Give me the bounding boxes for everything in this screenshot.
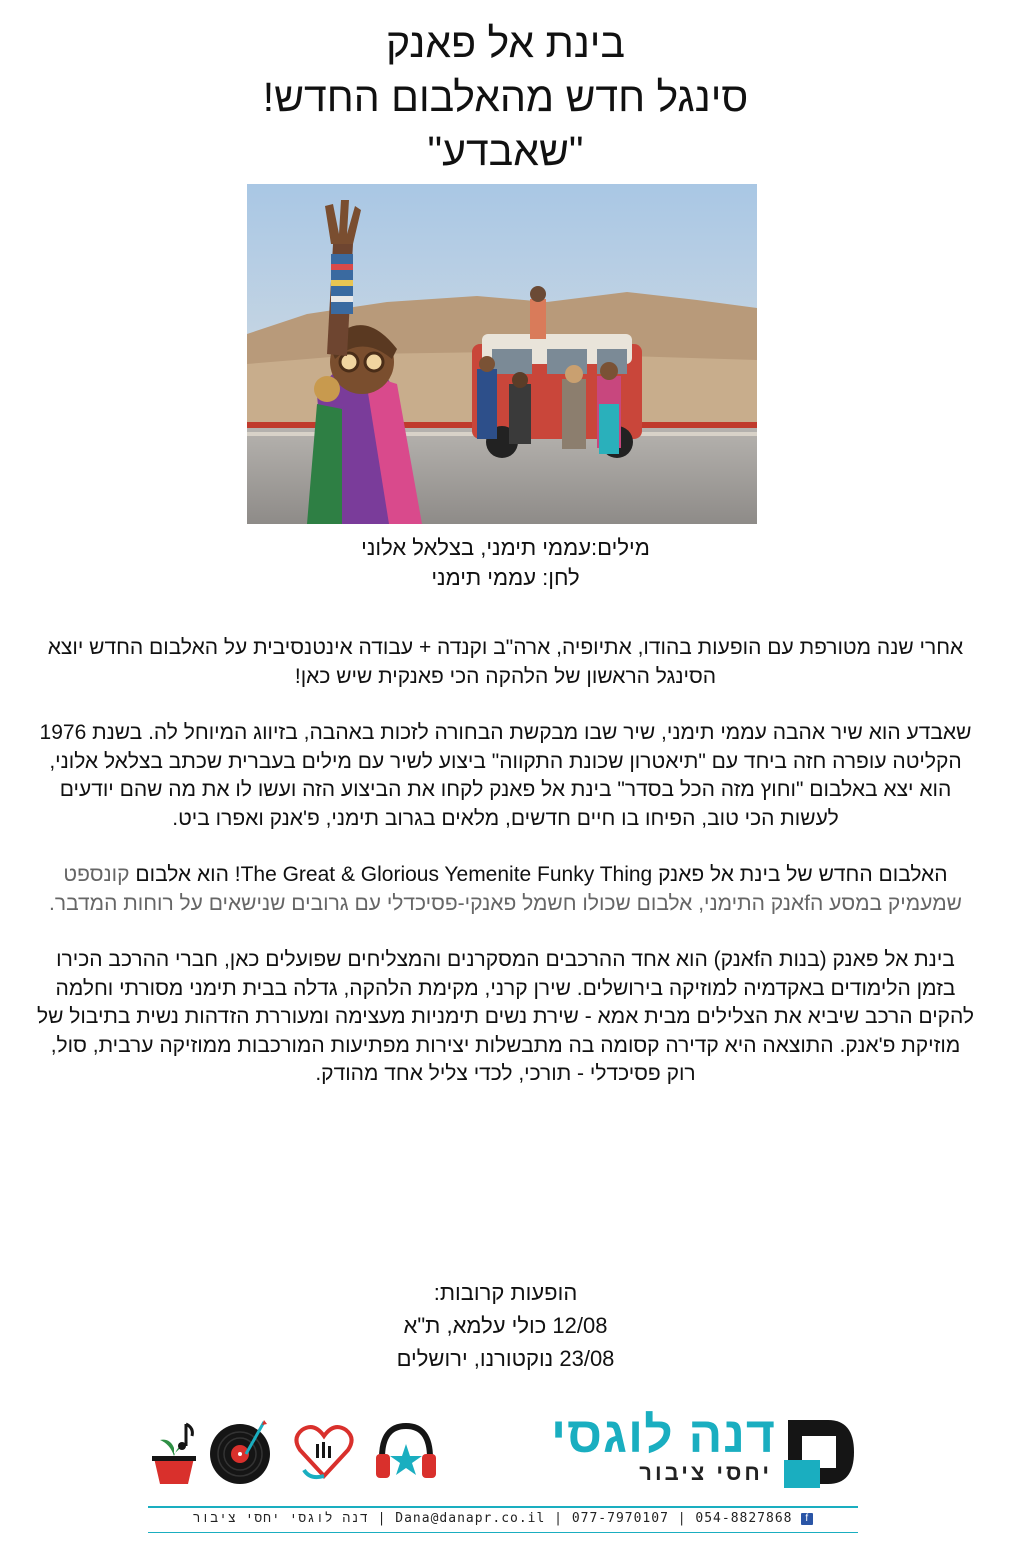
lyrics-credit: מילים:עממי תימני, בצלאל אלוני — [361, 535, 650, 560]
song-credits — [0, 533, 1011, 593]
show-item: 23/08 נוקטורנו, ירושלים — [396, 1346, 615, 1371]
shows-heading: הופעות קרובות: — [433, 1280, 578, 1305]
upcoming-shows — [0, 1276, 1011, 1375]
facebook-icon[interactable]: f — [801, 1513, 813, 1525]
d-logo-icon — [784, 1416, 858, 1488]
footer-divider — [148, 1506, 858, 1508]
pr-brand-name: דנה לוגסי — [551, 1407, 776, 1463]
pr-brand-subtitle: יחסי ציבור — [639, 1460, 772, 1485]
melody-credit: לחן: עממי תימני — [431, 565, 580, 590]
title-headline: סינגל חדש מהאלבום החדש! — [262, 74, 749, 120]
heart-plug-icon — [290, 1418, 358, 1486]
vinyl-record-icon — [206, 1418, 274, 1486]
title-band-name: בינת אל פאנק — [386, 20, 625, 66]
contact-info — [148, 1511, 858, 1526]
title-song-name: "שאבדע" — [427, 128, 584, 174]
band-photo — [247, 184, 757, 524]
paragraph-album — [36, 861, 975, 918]
paragraph-band-bio: בינת אל פאנק (בנות הfאנק) הוא אחד ההרכבים המסקרנים והמצליחים שפועלים כאן, חברי ההרכב הכירו בזמן הלימודים באקדמיה למוזיקה בירושלים. שירן קרני, מקימת הלהקה, גדלה בבית תימני מסורתי וחלמה להקים הרכב שיביא את הצלילים מבית אמא - שירת נשים תימניות מעצימה ומעוררת הזדהות נשית בתיבול של מוזיקת פ'אנק. התוצאה היא קדירה קסומה בה מתבשלות יצירות מפתיעות המורכבות ממוזיקה ערבית, סול, רוק פסיכדלי - תורכי, לכדי צליל אחד מהודק. — [36, 948, 975, 1085]
headphones-star-icon — [372, 1418, 440, 1486]
pr-logo — [458, 1407, 858, 1492]
paragraph-intro: אחרי שנה מטורפת עם הופעות בהודו, אתיופיה, ארה"ב וקנדה + עבודה אינטנסיבית על האלבום החדש יוצא הסינגל הראשון של הלהקה הכי פאנקית שיש כאן! — [47, 636, 964, 688]
album-text-main: האלבום החדש של בינת אל פאנק The Great & Glorious Yemenite Funky Thing! הוא אלבום — [135, 863, 948, 886]
pr-footer — [140, 1407, 858, 1532]
band-photo-illustration — [247, 184, 757, 524]
album-text-grey: קונספט שמעמיק במסע הfאנק התימני, אלבום שכולו חשמל פאנקי-פסיכדלי עם גרובים שנישאים על רוחות המדבר. — [49, 863, 962, 915]
plant-music-note-icon — [140, 1418, 208, 1486]
article-body — [36, 634, 975, 1117]
page-title — [0, 16, 1011, 178]
paragraph-song: שאבדע הוא שיר אהבה עממי תימני, שיר שבו מבקשת הבחורה לזכות באהבה, בזיווג המיוחל לה. בשנת 1976 הקליטה עופרה חזה ביחד עם "תיאטרון שכונת התקווה" ביצוע לשיר עם מילים בעברית שכתב בצלאל אלוני, הוא יצא באלבום "וחוץ מזה הכל בסדר" בינת אל פאנק לקחו את הביצוע הזה ועשו לו את מה שהם יודעים לעשות הכי טוב, הפיחו בו חיים חדשים, מלאים בגרוב תימני, פ'אנק ואפרו ביט. — [39, 721, 972, 830]
contact-details: Dana@danapr.co.il | 077-7970107 | 054-8827868 | דנה לוגסי יחסי ציבור — [192, 1511, 793, 1526]
show-item: 12/08 כולי עלמא, ת"א — [403, 1313, 608, 1338]
footer-divider-bottom — [148, 1532, 858, 1533]
